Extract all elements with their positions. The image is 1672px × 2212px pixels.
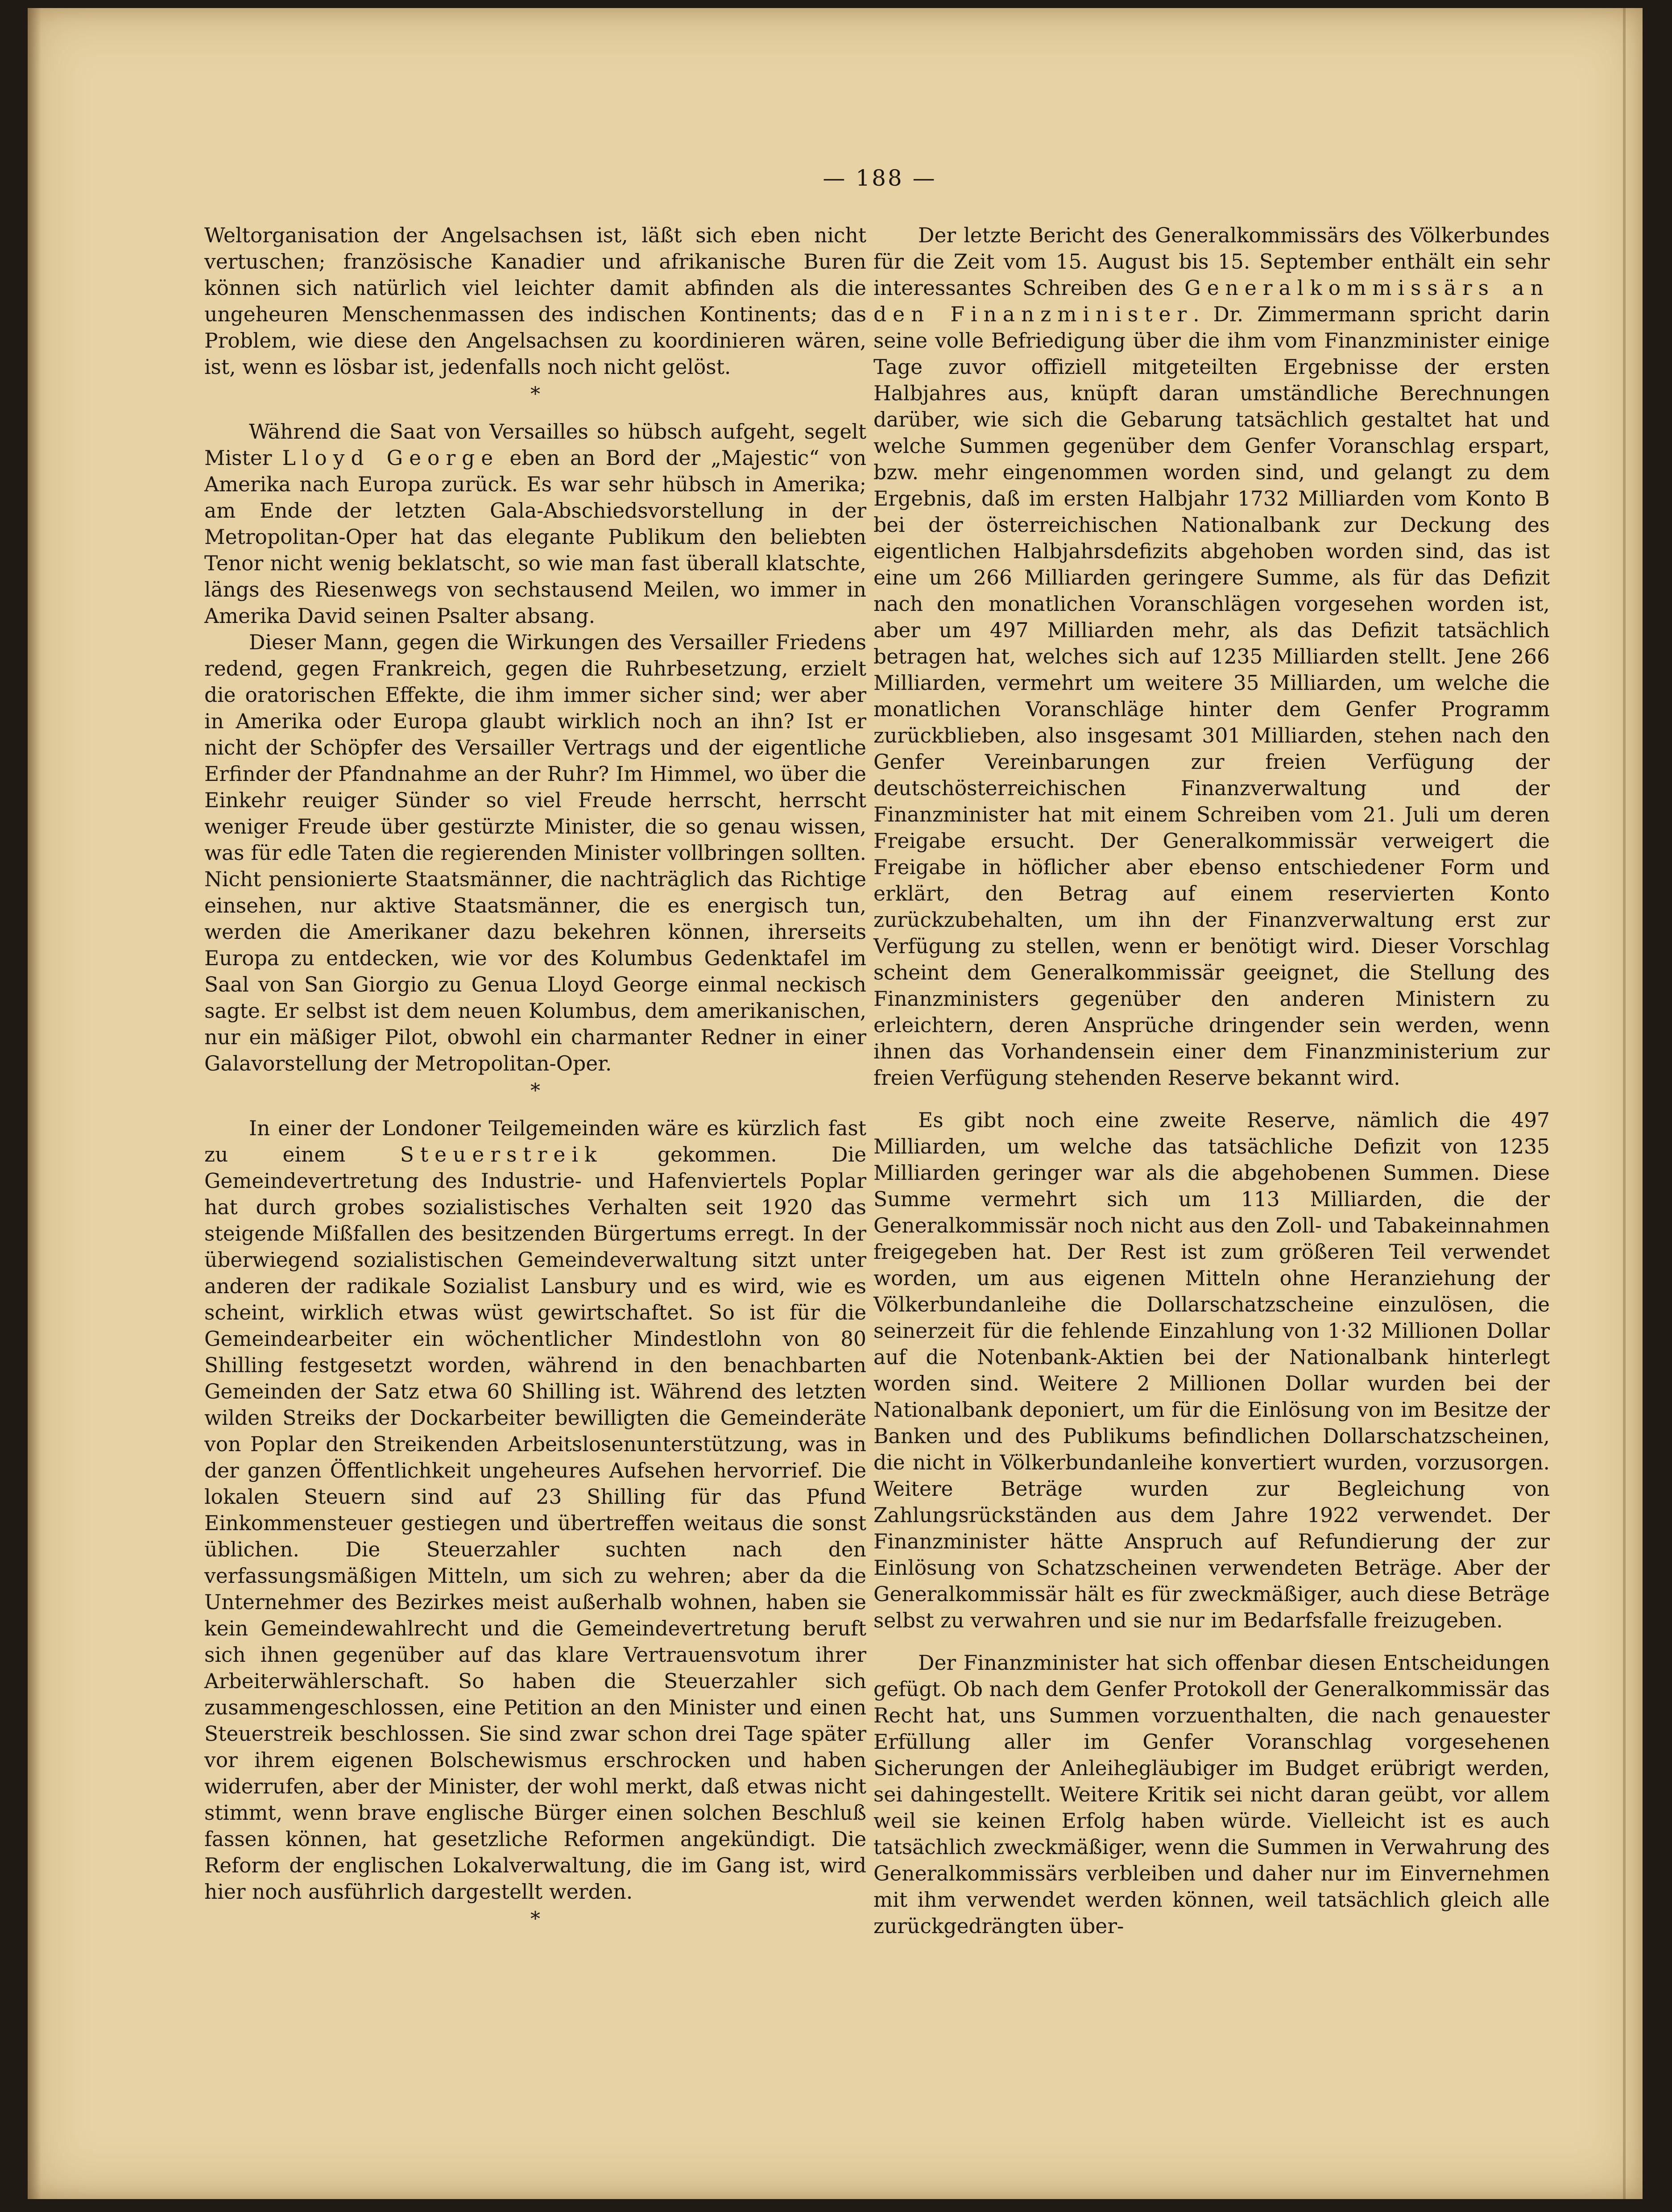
left-paragraph-4 [204,1115,866,1905]
emphasized-name-lloyd-george: Lloyd George [282,446,500,470]
left-paragraph-3: Dieser Mann, gegen die Wirkungen des Versailler Friedens redend, gegen Frankreich, gegen die Ruhrbesetzung, erzielt die oratorischen Effekte, die ihm immer sicher sind; wer aber in Amerika oder Europa glaubt wirklich noch an ihn? Ist er nicht der Schöpfer des Versailler Vertrags und der eigentliche Erfinder der Pfandnahme an der Ruhr? Im Himmel, wo über die Einkehr reuiger Sünder so viel Freude herrscht, herrscht weniger Freude über gestürzte Minister, die so genau wissen, was für edle Taten die regierenden Minister vollbringen sollten. Nicht pensionierte Staatsmänner, die nachträglich das Richtige einsehen, nur aktive Staatsmänner, die es energisch tun, werden die Amerikaner dazu bekehren können, ihrerseits Europa zu entdecken, wie vor des Kolumbus Gedenktafel im Saal von San Giorgio zu Genua Lloyd George einmal neckisch sagte. Er selbst ist dem neuen Kolumbus, dem amerikanischen, nur ein mäßiger Pilot, obwohl ein charmanter Redner in einer Galavorstellung der Metropolitan-Oper. [204,631,866,1075]
page-number: — 188 — [823,165,937,191]
left-paragraph-2 [204,419,866,629]
section-separator-star: * [530,383,540,406]
emphasized-phrase-generalkommissaer: Generalkommissärs an den Finanzminister [873,276,1550,326]
right-paragraph-1-part-a: Der letzte Bericht des Generalkommissärs des Völkerbundes für die Zeit vom 15. August bis 15. September enthält ein sehr interessantes Schreiben des [873,224,1550,300]
section-separator-star: * [530,1079,540,1102]
right-paragraph-2: Es gibt noch eine zweite Reserve, nämlich die 497 Milliarden, um welche das tatsächliche Defizit von 1235 Milliarden geringer war als die abgehobenen Summen. Diese Summe vermehrt sich um 113 Milliarden, die der Generalkommissär noch nicht aus den Zoll- und Tabakeinnahmen freigegeben hat. Der Rest ist zum größeren Teil verwendet worden, um aus eigenen Mitteln ohne Heranziehung der Völkerbundanleihe die Dollarschatzscheine einzulösen, die seinerzeit für die fehlende Einzahlung von 1·32 Millionen Dollar auf die Notenbank-Aktien bei der Nationalbank hinterlegt worden sind. Weitere 2 Millionen Dollar wurden bei der Nationalbank deponiert, um für die Einlösung von im Besitze der Banken und des Publikums befindlichen Dollarschatzscheinen, die nicht in Völkerbundanleihe konvertiert wurden, vorzusorgen. Weitere Beträge wurden zur Begleichung von Zahlungsrückständen aus dem Jahre 1922 verwendet. Der Finanzminister hätte Anspruch auf Refundierung der zur Einlösung von Schatzscheinen verwendeten Beträge. Aber der Generalkommissär hält es für zweckmäßiger, auch diese Beträge selbst zu verwahren und sie nur im Bedarfsfalle freizugeben. [873,1108,1550,1632]
page-fold-line [1623,8,1626,2199]
left-paragraph-1: Weltorganisation der Angelsachsen ist, läßt sich eben nicht vertuschen; französische Kanadier und afrikanische Buren können sich natürlich viel leichter damit abfinden als die ungeheuren Menschenmassen des indischen Kontinents; das Problem, wie diese den Angelsachsen zu koordinieren wären, ist, wenn es lösbar ist, jedenfalls noch nicht gelöst. [204,224,866,379]
left-column [204,222,866,1943]
left-paragraph-4-part-b: gekommen. Die Gemeindevertretung des Industrie- und Hafenviertels Poplar hat durch grobes sozialistisches Verhalten seit 1920 das steigende Mißfallen des besitzenden Bürgertums erregt. In der überwiegend sozialistischen Gemeindeverwaltung sitzt unter anderen der radikale Sozialist Lansbury und es wird, wie es scheint, wirklich etwas wüst gewirtschaftet. So ist für die Gemeindearbeiter ein wöchentlicher Mindestlohn von 80 Shilling festgesetzt worden, während in den benachbarten Gemeinden der Satz etwa 60 Shilling ist. Während des letzten wilden Streiks der Dockarbeiter bewilligten die Gemeinderäte von Poplar den Streikenden Arbeitslosenunterstützung, was in der ganzen Öffentlichkeit ungeheures Aufsehen hervorrief. Die lokalen Steuern sind auf 23 Shilling für das Pfund Einkommensteuer gestiegen und übertreffen weitaus die sonst üblichen. Die Steuerzahler suchten nach den verfassungsmäßigen Mitteln, um sich zu wehren; aber da die Unternehmer des Bezirkes meist außerhalb wohnen, haben sie kein Gemeindewahlrecht und die Gemeindevertretung beruft sich ihnen gegenüber auf das klare Vertrauensvotum ihrer Arbeiterwählerschaft. So haben die Steuerzahler sich zusammengeschlossen, eine Petition an den Minister und einen Steuerstreik beschlossen. Sie sind zwar schon drei Tage später vor ihrem eigenen Bolschewismus erschrocken und haben widerrufen, aber der Minister, der wohl merkt, daß etwas nicht stimmt, wenn brave englische Bürger einen solchen Beschluß fassen können, hat gesetzliche Reformen angekündigt. Die Reform der englischen Lokalverwaltung, die im Gang ist, wird hier noch ausführlich dargestellt werden. [204,1143,866,1904]
right-paragraph-1-part-b: . Dr. Zimmermann spricht darin seine volle Befriedigung über die ihm vom Finanzminister einige Tage zuvor offiziell mitgeteilten Ergebnisse der ersten Halbjahres aus, knüpft daran umständliche Berechnungen darüber, wie sich die Gebarung tatsächlich gestaltet hat und welche Summen gegenüber dem Genfer Voranschlag erspart, bzw. mehr eingenommen worden sind, und gelangt zu dem Ergebnis, daß im ersten Halbjahr 1732 Milliarden vom Konto B bei der österreichischen Nationalbank zur Deckung des eigentlichen Halbjahrsdefizits abgehoben worden sind, das ist eine um 266 Milliarden geringere Summe, als für das Defizit nach den monatlichen Voranschlägen vorgesehen worden ist, aber um 497 Milliarden mehr, als das Defizit tatsächlich betragen hat, welches sich auf 1235 Milliarden stellt. Jene 266 Milliarden, vermehrt um weitere 35 Milliarden, um welche die monatlichen Voranschläge hinter dem Genfer Programm zurückblieben, also insgesamt 301 Milliarden, stehen nach den Genfer Vereinbarungen zur freien Verfügung der deutschösterreichischen Finanzverwaltung und der Finanzminister hat mit einem Schreiben vom 21. Juli um deren Freigabe ersucht. Der Generalkommissär verweigert die Freigabe in höflicher aber ebenso entschiedener Form und erklärt, den Betrag auf einem reservierten Konto zurückzubehalten, um ihn der Finanzverwaltung erst zur Verfügung zu stellen, wenn er benötigt wird. Dieser Vorschlag scheint dem Generalkommissär geeignet, die Stellung des Finanzministers gegenüber den anderen Ministern zu erleichtern, deren Ansprüche dringender sein werden, wenn ihnen das Vorhandensein einer dem Finanzministerium zur freien Verfügung stehenden Reserve bekannt wird. [873,303,1550,1090]
right-paragraph-3: Der Finanzminister hat sich offenbar diesen Entscheidungen gefügt. Ob nach dem Genfer Protokoll der Generalkommissär das Recht hat, uns Summen vorzuenthalten, die nach genauester Erfüllung aller im Genfer Voranschlag vorgesehenen Sicherungen der Anleihegläubiger im Budget erübrigt werden, sei dahingestellt. Weitere Kritik sei nicht daran geübt, vor allem weil sie keinen Erfolg haben würde. Vielleicht ist es auch tatsächlich zweckmäßiger, wenn die Summen in Verwahrung des Generalkommissärs verbleiben und daher nur im Einvernehmen mit ihm verwendet werden können, weil tatsächlich gleich alle zurückgedrängten über- [873,1651,1550,1938]
right-column [873,222,1550,1939]
page-paper [28,8,1643,2199]
right-paragraph-1 [873,222,1550,1091]
emphasized-word-steuerstreik: Steuerstreik [400,1143,603,1166]
left-paragraph-2-part-b: eben an Bord der „Majestic“ von Amerika nach Europa zurück. Es war sehr hübsch in Amerika; am Ende der letzten Gala-Abschiedsvorstellung in der Metropolitan-Oper hat das elegante Publikum den beliebten Tenor nicht wenig beklatscht, so wie man fast überall klatschte, längs des Riesenwegs von sechstausend Meilen, wo immer in Amerika David seinen Psalter absang. [204,446,867,628]
left-paragraph-4-part-a: In einer der Londoner Teilgemeinden wäre es kürzlich fast zu einem [204,1116,866,1166]
binding-shadow [28,8,41,2199]
left-paragraph-2-part-a: Während die Saat von Versailles so hübsch aufgeht, segelt Mister [204,420,866,470]
section-separator-star: * [530,1908,540,1930]
